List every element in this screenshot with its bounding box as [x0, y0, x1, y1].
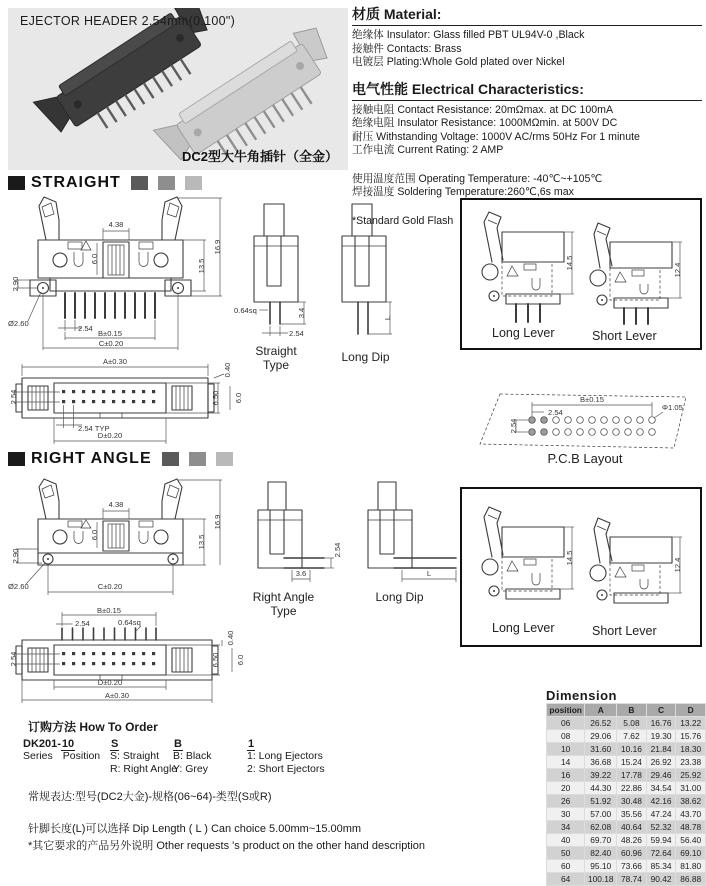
dip-length-note: 针脚长度(L)可以选择 Dip Length ( L ) Can choice 5.00mm~15.00mm [28, 823, 362, 835]
table-cell: 81.80 [676, 860, 705, 872]
table-cell: 34 [547, 821, 584, 833]
table-cell: 64 [547, 873, 584, 885]
series-code: DK201- [23, 738, 61, 750]
table-cell: 59.94 [647, 834, 676, 846]
caption-line: Type [270, 604, 297, 618]
order-column-series [23, 738, 100, 763]
how-to-order-heading: 订购方法 How To Order [28, 720, 158, 734]
dim-label: 16.9 [213, 514, 222, 530]
dim-label: 2.54 [548, 408, 563, 417]
dim-label: 0.40 [223, 362, 232, 378]
caption-line: Type [262, 358, 289, 372]
table-row [547, 873, 705, 885]
table-cell: 40.64 [617, 821, 646, 833]
dim-label: D±0.20 [97, 431, 123, 440]
table-cell: 26 [547, 795, 584, 807]
table-cell: 48.78 [676, 821, 705, 833]
dimension-table-head [547, 704, 705, 716]
spec-line: 使用温度范围 Operating Temperature: -40℃~+105℃ [352, 172, 603, 185]
table-row [547, 834, 705, 846]
section-marker-black [8, 452, 25, 466]
spec-line: 工作电流 Current Rating: 2 AMP [352, 144, 504, 156]
table-cell: 21.84 [647, 743, 676, 755]
caption-line: Right Angle [252, 590, 315, 604]
spec-line: 耐压 Withstanding Voltage: 1000V AC/rms 50Hz For 1 minute [352, 130, 640, 143]
type-code: S [111, 738, 119, 750]
short-lever-label: Short Lever [592, 624, 657, 638]
dim-label: 6.0 [236, 654, 245, 666]
order-column-color [173, 738, 212, 776]
table-cell: 72.64 [647, 847, 676, 859]
table-row [547, 756, 705, 768]
dim-label: 2.54 [78, 324, 93, 333]
spec-line: 绝缘体 Insulator: Glass filled PBT UL94V-0 ,Black [352, 29, 585, 41]
dimension-table [546, 703, 706, 886]
spec-line: 绝缘电阻 Insulator Resistance: 1000MΩmin. at 500V DC [352, 117, 618, 129]
table-cell: 90.42 [647, 873, 676, 885]
series-label: Series [23, 750, 53, 762]
table-cell: 06 [547, 717, 584, 729]
dim-label: 12.4 [673, 557, 682, 573]
long-dip-straight-caption: Long Dip [341, 350, 390, 364]
table-cell: 50 [547, 847, 584, 859]
dim-label: 2.90 [11, 548, 20, 564]
table-cell: 13.22 [676, 717, 705, 729]
table-cell: 47.24 [647, 808, 676, 820]
dimension-table-title: Dimension [546, 688, 617, 703]
table-cell: 08 [547, 730, 584, 742]
table-cell: 22.86 [617, 782, 646, 794]
dim-label: B±0.15 [96, 606, 122, 615]
table-cell: 60.96 [617, 847, 646, 859]
table-cell: 16 [547, 769, 584, 781]
straight-front-drawing [8, 190, 236, 355]
section-marker-dark [162, 452, 179, 466]
dim-label: 2.54 TYP [78, 424, 110, 433]
product-photo [8, 8, 348, 170]
gold-flash-note: *Standard Gold Flash [352, 214, 454, 227]
table-row [547, 847, 705, 859]
dim-label: 0.64sq [234, 306, 257, 315]
dim-label: A±0.30 [104, 691, 130, 700]
dim-label: Ø2.60 [8, 582, 29, 591]
table-cell: 18.30 [676, 743, 705, 755]
section-title: RIGHT ANGLE [31, 450, 152, 467]
dim-label: 2.54 [333, 542, 342, 558]
dim-label: 13.5 [197, 534, 206, 550]
color-code: B [174, 738, 182, 750]
pcb-holes [529, 417, 656, 436]
table-cell: 7.62 [617, 730, 646, 742]
table-row [547, 769, 705, 781]
table-row [547, 782, 705, 794]
table-cell: 15.76 [676, 730, 705, 742]
table-cell: 29.06 [585, 730, 616, 742]
spec-line: 电镀层 Plating:Whole Gold plated over Nickel [352, 56, 565, 68]
order-column-type [110, 738, 177, 776]
long-dip-right-angle-drawing [344, 480, 464, 586]
table-cell: 10 [547, 743, 584, 755]
dim-label: B±0.15 [579, 395, 605, 404]
table-cell: 69.70 [585, 834, 616, 846]
table-row [547, 821, 705, 833]
table-cell: 17.78 [617, 769, 646, 781]
section-marker-dark [131, 176, 148, 190]
dim-label: D±0.20 [97, 678, 123, 687]
long-lever-label: Long Lever [492, 621, 555, 635]
dim-label: 6.50 [211, 390, 220, 406]
pcb-layout-caption: P.C.B Layout [547, 451, 623, 466]
dim-label: 6.50 [211, 652, 220, 668]
order-option: B: Black [173, 750, 212, 762]
column-header: C [647, 704, 676, 716]
table-cell: 57.00 [585, 808, 616, 820]
table-cell: 16.76 [647, 717, 676, 729]
table-cell: 100.18 [585, 873, 616, 885]
long-dip-right-angle-caption: Long Dip [375, 590, 424, 604]
position-code: 10 [61, 738, 75, 750]
long-lever-label: Long Lever [492, 326, 555, 340]
section-header-right-angle [8, 451, 233, 467]
spec-column [352, 4, 702, 228]
table-cell: 44.30 [585, 782, 616, 794]
caption-line: Straight [255, 344, 297, 358]
ejector-code: 1 [248, 738, 255, 750]
table-cell: 31.00 [676, 782, 705, 794]
table-row [547, 795, 705, 807]
dim-label: 2.54 [9, 651, 18, 667]
table-cell: 15.24 [617, 756, 646, 768]
section-marker-light [185, 176, 202, 190]
short-lever-label: Short Lever [592, 329, 657, 343]
order-option: R: Right Angle [110, 763, 178, 775]
table-cell: 42.16 [647, 795, 676, 807]
table-cell: 73.66 [617, 860, 646, 872]
dim-label: C±0.20 [97, 582, 123, 591]
table-cell: 38.62 [676, 795, 705, 807]
electrical-heading: 电气性能 Electrical Characteristics: [352, 79, 702, 101]
table-cell: 82.40 [585, 847, 616, 859]
spec-line: 接触电阻 Contact Resistance: 20mΩmax. at DC 100mA [352, 103, 614, 116]
long-dip-straight-drawing [322, 200, 407, 340]
dim-label: 3.4 [297, 307, 306, 319]
order-option: 1: Long Ejectors [247, 750, 323, 762]
table-cell: 31.60 [585, 743, 616, 755]
table-cell: 23.38 [676, 756, 705, 768]
dim-label: 14.5 [565, 550, 574, 566]
spec-line: 接触件 Contacts: Brass [352, 42, 462, 55]
table-cell: 14 [547, 756, 584, 768]
lever-panel-right-angle [460, 487, 702, 647]
table-row [547, 743, 705, 755]
section-marker-light [216, 452, 233, 466]
table-cell: 52.32 [647, 821, 676, 833]
table-cell: 85.34 [647, 860, 676, 872]
format-note: 常规表达:型号(DC2大金)-规格(06~64)-类型(S或R) [28, 791, 272, 803]
dim-label: 0.64sq [118, 618, 141, 627]
dimension-table-body [547, 717, 705, 885]
dim-label: A±0.30 [102, 357, 128, 366]
table-cell: 69.10 [676, 847, 705, 859]
dim-label: 0.40 [226, 630, 235, 646]
section-marker-mid [158, 176, 175, 190]
table-cell: 26.92 [647, 756, 676, 768]
dim-label: Ø2.60 [8, 319, 29, 328]
page-title: EJECTOR HEADER 2.54mm(0.100") [20, 14, 236, 28]
other-request-note: *其它要求的产品另外说明 Other requests 's product on the other hand description [28, 840, 426, 852]
column-header: position [547, 704, 584, 716]
dim-label: 6.0 [90, 253, 99, 265]
column-header: A [585, 704, 616, 716]
table-cell: 34.54 [647, 782, 676, 794]
table-cell: 26.52 [585, 717, 616, 729]
dim-label: 6.0 [234, 392, 243, 404]
pin-grid [62, 390, 155, 403]
table-cell: 95.10 [585, 860, 616, 872]
straight-type-drawing [234, 200, 319, 340]
table-cell: 35.56 [617, 808, 646, 820]
table-cell: 10.16 [617, 743, 646, 755]
table-cell: 43.70 [676, 808, 705, 820]
table-cell: 62.08 [585, 821, 616, 833]
table-cell: 36.68 [585, 756, 616, 768]
dim-label: 4.38 [108, 220, 124, 229]
right-angle-type-drawing [234, 480, 344, 586]
column-header: B [617, 704, 646, 716]
table-cell: 86.88 [676, 873, 705, 885]
table-cell: 19.30 [647, 730, 676, 742]
dim-label: 6.0 [90, 529, 99, 541]
dim-label: 12.4 [673, 262, 682, 278]
order-option: 2: Short Ejectors [247, 763, 325, 775]
spec-line: 焊接温度 Soldering Temperature:260℃,6s max [352, 186, 574, 198]
material-heading: 材质 Material: [352, 4, 702, 26]
table-cell: 60 [547, 860, 584, 872]
photo-caption: DC2型大牛角插针（全金） [181, 149, 338, 164]
dim-label: 16.9 [213, 239, 222, 255]
dim-label: 4.38 [108, 500, 124, 509]
table-cell: 25.92 [676, 769, 705, 781]
table-cell: 48.26 [617, 834, 646, 846]
dim-label: 14.5 [565, 255, 574, 271]
section-marker-mid [189, 452, 206, 466]
dim-label: 2.90 [11, 276, 20, 292]
dim-label: Φ1.05 [662, 403, 683, 412]
section-header-straight [8, 175, 202, 191]
dim-label: L [426, 569, 432, 578]
table-cell: 78.74 [617, 873, 646, 885]
dim-label: 2.54 [509, 418, 518, 434]
table-cell: 40 [547, 834, 584, 846]
table-row [547, 717, 705, 729]
dim-label: 2.54 [75, 619, 90, 628]
table-cell: 20 [547, 782, 584, 794]
order-option: Y: Grey [173, 763, 209, 775]
table-cell: 39.22 [585, 769, 616, 781]
top-view-drawing [8, 352, 243, 452]
table-cell: 56.40 [676, 834, 705, 846]
dim-label: C±0.20 [98, 339, 124, 348]
dim-label: L [383, 315, 392, 321]
table-cell: 30.48 [617, 795, 646, 807]
table-row [547, 808, 705, 820]
table-cell: 30 [547, 808, 584, 820]
dim-label: B±0.15 [97, 329, 123, 338]
dim-label: 13.5 [197, 258, 206, 274]
dim-label: 2.54 [289, 329, 304, 338]
order-option: S: Straight [110, 750, 160, 762]
order-column-ejector [247, 738, 325, 776]
table-cell: 29.46 [647, 769, 676, 781]
section-marker-black [8, 176, 25, 190]
table-row [547, 860, 705, 872]
table-row [547, 730, 705, 742]
section-title: STRAIGHT [31, 174, 121, 191]
dim-label: 2.54 [9, 389, 18, 405]
pin-grid [62, 652, 155, 665]
pcb-layout-drawing [470, 390, 700, 454]
table-cell: 5.08 [617, 717, 646, 729]
column-header: D [676, 704, 705, 716]
dim-label: 3.6 [295, 569, 307, 578]
lever-panel-straight [460, 198, 702, 350]
right-angle-front-drawing [8, 475, 236, 605]
right-angle-bottom-drawing [8, 606, 248, 708]
position-label: Position [62, 750, 101, 762]
table-cell: 51.92 [585, 795, 616, 807]
